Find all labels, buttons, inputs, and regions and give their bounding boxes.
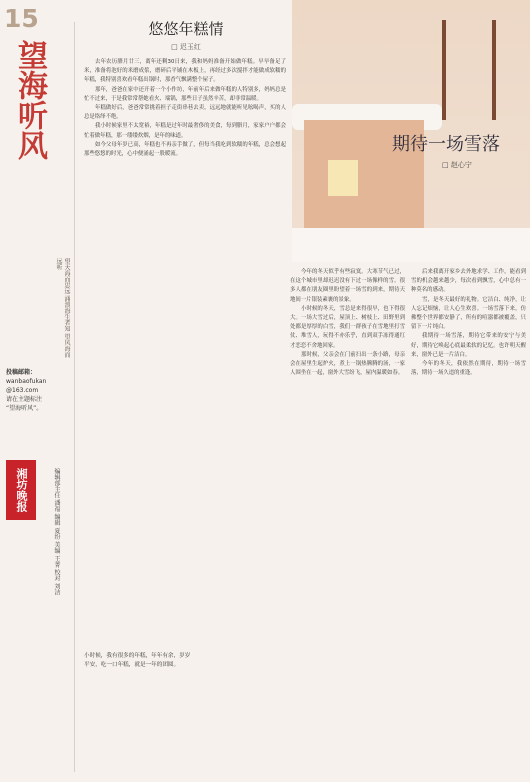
tree-trunk xyxy=(442,20,446,120)
article2-column xyxy=(411,268,526,778)
paragraph: 那时候，父亲会在门前扫出一条小路，母亲会在屋里生起炉火，煮上一锅热腾腾的汤，一家人围坐在一起，窗外大雪纷飞，屋内温暖如春。 xyxy=(290,351,405,377)
article1-title: 悠悠年糕情 xyxy=(148,20,224,38)
column-divider xyxy=(74,22,75,772)
note-line: wanbaofukan xyxy=(6,378,47,385)
article2-column xyxy=(290,268,405,778)
paragraph: 今年的冬天似乎有些寂寞。大寒节气已过，在这个城市里却迟迟没有下过一场像样的雪。很多人都在朋友圈里盼望着一场雪的到来，期待天地间一片银装素裹的景象。 xyxy=(290,269,405,303)
paragraph: 雪，是冬天最好的礼物。它洁白、纯净，让人忘记烦恼，让人心生欢喜。一场雪落下来，仿佛整个世界都安静了，所有的喧嚣都被覆盖，只留下一片纯白。 xyxy=(411,296,526,331)
paragraph: 我期待一场雪落，期待它带来的安宁与美好，期待它唤起心底最柔软的记忆。也许明天醒来，窗外已是一片洁白。 xyxy=(411,333,526,358)
paragraph: 小时候的冬天，雪总是来得很早，也下得很大。一场大雪过后，屋顶上、树枝上、田野里到处都是厚厚的白雪，我们一群孩子在雪地里打雪仗、堆雪人，玩得不亦乐乎，直到双手冻得通红才恋恋不舍地回家。 xyxy=(290,305,405,349)
editor-credits: 编辑部主任 潘福 编辑 夏纷 美编 王菁 校对 刘洁 xyxy=(53,468,60,596)
snow-illustration xyxy=(292,0,530,262)
note-line: @163.com xyxy=(6,387,39,394)
newspaper-logo: 湘坊晚报 xyxy=(6,460,36,520)
paragraph: 我小时候家里不太宽裕，年糕是过年时最奢侈的美食，每到腊月，家家户户都会忙着做年糕，那一缕缕炊烟，是年的味道。 xyxy=(84,123,286,139)
section-title: 望海听风 xyxy=(12,40,47,160)
article1-body xyxy=(84,58,286,718)
lit-window xyxy=(328,160,358,196)
paragraph: 去年农历腊月廿三，离年还剩30日来，我和妈妈准备开始做年糕。早早备足了米，准备将泡好的米磨成浆，磨碎后平铺在木板上，再经过多次搅拌才能做成软糯的年糕，我特别喜欢看年糕出锅时，那香气飘满整个屋子。 xyxy=(84,59,286,84)
snowy-ground xyxy=(292,228,530,262)
paragraph: 今年的冬天，我依然在期待，期待一场雪落，期待一场久违的重逢。 xyxy=(411,361,526,377)
paragraph: 后来我离开家乡去外地求学、工作，能看到雪的机会越来越少，每次看到飘雪，心中总有一种莫名的感动。 xyxy=(411,269,526,294)
note-line: 投稿邮箱： xyxy=(6,369,37,376)
article2-body xyxy=(290,268,526,778)
note-line: “望海听风”。 xyxy=(6,405,43,412)
article1-author: □ 迟玉红 xyxy=(171,43,201,51)
paragraph: 那年，爸爸在家中还开着一个小作坊，年前年后来做年糕的人特别多，妈妈总是忙不过来，于是我常常帮她看火、端锅，那些日子虽然辛苦，却非常温暖。 xyxy=(84,86,286,102)
paragraph: 如今父母年岁已高，年糕也不再亲手做了，但每当我吃到软糯的年糕，总会想起那些悠悠的时光，心中便涌起一股暖流。 xyxy=(84,141,286,158)
section-motto: 望天海而思远 涌浪海生者知 望风海而远听 xyxy=(55,258,70,358)
tree-trunk xyxy=(492,20,496,120)
left-column xyxy=(0,0,76,782)
submission-note xyxy=(6,368,72,413)
paragraph: 年糕做好后，爸爸常常挑着担子走街串巷去卖，远远地就能听见吆喝声，买的人总是络绎不绝。 xyxy=(84,105,286,121)
article1-poem: 小时候，我有很多的年糕，年年有余，岁岁平安，吃一口年糕，就是一年的团圆。 xyxy=(84,653,191,668)
article2-title: 期待一场雪落 xyxy=(392,134,500,155)
article2-author: □ 赵心宁 xyxy=(442,161,472,169)
note-line: 请在主题标注 xyxy=(6,396,43,403)
page-number: 15 xyxy=(4,4,39,33)
